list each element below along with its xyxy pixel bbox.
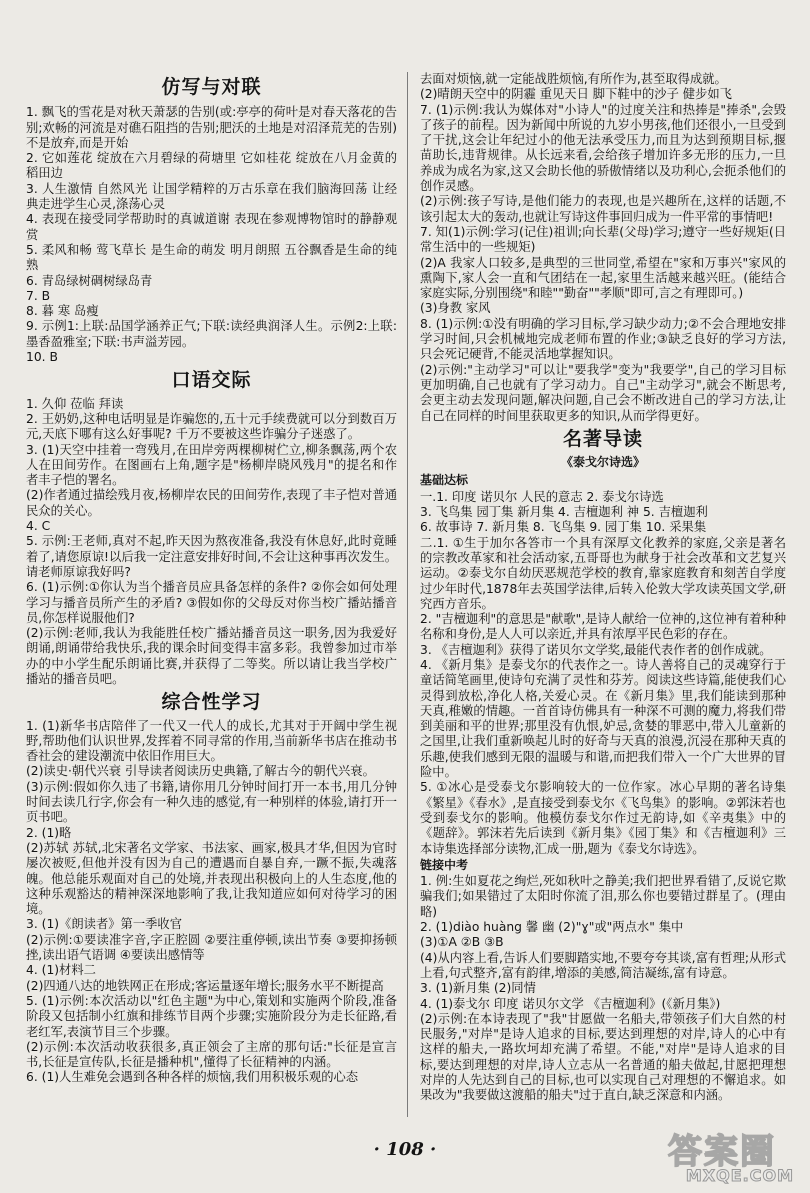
watermark-logo <box>660 1124 800 1188</box>
answer-item: (2)示例:"主动学习"可以让"要我学"变为"我要学",自己的学习目标更加明确,自己也就有了学习动力。自己"主动学习",就会不断思考,会更主动去发现问题,解决问题,自己会不断改进自己的学习方法,让自己在同样的时间里获取更多的知识,从而学得更好。 <box>420 362 786 423</box>
answer-item: 4. (1)材料二 <box>26 963 96 978</box>
section-subtitle: 《泰戈尔诗选》 <box>560 455 645 470</box>
section-title: 仿写与对联 <box>161 76 262 98</box>
answer-item: 5. 柔风和畅 莺飞草长 是生命的萌发 明月朗照 五谷飘香是生命的纯熟 <box>26 242 397 273</box>
answer-item: (2)示例:本次活动收获很多,真正领会了主席的那句话:"长征是宣言书,长征是宣传队,长征是播种机",懂得了长征精神的内涵。 <box>26 1039 397 1070</box>
sub-label: 链接中考 <box>420 857 469 872</box>
answer-item: 5. ①冰心是受泰戈尔影响较大的一位作家。冰心早期的著名诗集《繁星》《春水》,是直接受到泰戈尔《飞鸟集》的影响。②郭沫若也受到泰戈尔的影响。他模仿泰戈尔作过无韵诗,如《辛夷集》中的《题辞》。郭沫若先后读到《新月集》《园丁集》和《吉檀迦利》三本诗集选择部分读物,汇成一册,题为《泰戈尔诗选》。 <box>420 780 786 856</box>
answer-item: 8. (1)示例:①没有明确的学习目标,学习缺少动力;②不会合理地安排学习时间,只会机械地完成老师布置的作业;③缺乏良好的学习方法,只会死记硬背,不能灵活地掌握知识。 <box>420 316 786 362</box>
answer-item: 5. 示例:王老师,真对不起,昨天因为熬夜准备,我没有休息好,此时竟睡着了,请您原谅!以后我一定注意安排好时间,不会让这种事再次发生。请老师原谅我好吗? <box>26 534 397 579</box>
answer-item: (3)示例:假如你久违了书籍,请你用几分钟时间打开一本书,用几分钟时间去读几行字,你会有一种久违的感觉,有一种别样的体验,请打开一页书吧。 <box>26 779 397 825</box>
answer-item: (2)晴朗天空中的阴霾 重见天日 脚下鞋中的沙子 健步如飞 <box>420 87 732 102</box>
section-title: 综合性学习 <box>161 691 262 714</box>
answer-item: 5. (1)示例:本次活动以"红色主题"为中心,策划和实施两个阶段,准备阶段又包括制小红旗和排练节目两个步骤;实施阶段分为走长征路,看老红军,表演节目三个步骤。 <box>26 993 397 1039</box>
answer-item: 2. "吉檀迦利"的意思是"献歌",是诗人献给一位神的,这位神有着种种名称和身份,是人人可以亲近,并具有浓厚平民色彩的存在。 <box>420 612 786 642</box>
answer-item: 二.1. ①生于加尔各答市一个具有深厚文化教养的家庭,父亲是著名的宗教改革家和社会活动家,五哥哥也为献身于社会改革和文艺复兴运动。②泰戈尔自幼厌恶规范学校的教育,靠家庭教育和刻苦自学度过少年时代,1878年去英国学法律,后转入伦敦大学攻读英国文学,研究西方音乐。 <box>420 535 786 611</box>
column-divider <box>407 72 408 1117</box>
answer-item: 9. 示例1:上联:品国学涵养正气;下联:读经典润泽人生。示例2:上联:墨香盈雅室;下联:书声溢芳园。 <box>26 319 397 349</box>
answer-item: 1. 飘飞的雪花是对秋天萧瑟的告别(或:亭亭的荷叶是对春天落花的告别;欢畅的河流是对礁石阻挡的告别;肥沃的土地是对沼泽荒芜的告别) 不是放弃,而是开始 <box>26 105 397 150</box>
answer-item: 去面对烦恼,就一定能战胜烦恼,有所作为,甚至取得成就。 <box>420 72 727 86</box>
left-column <box>26 70 397 1132</box>
answer-item: (2)四通八达的地铁网正在形成;客运量逐年增长;服务水平不断提高 <box>26 978 384 993</box>
answer-item: 3. (1)《朗读者》第一季收官 <box>26 917 183 932</box>
answer-item: 6. 青岛绿树碉树绿岛青 <box>26 273 153 288</box>
answer-item: (2)示例:①要读准字音,字正腔圆 ②要注重停顿,读出节奏 ③要抑扬顿挫,读出语气语调 ④要读出感情等 <box>26 932 397 963</box>
right-column <box>420 72 786 1134</box>
answer-item: 10. B <box>26 350 58 365</box>
section-title: 口语交际 <box>171 369 252 392</box>
answer-item: 1. 久仰 莅临 拜读 <box>26 396 124 411</box>
answer-item: 4. C <box>26 519 51 534</box>
answer-item: 4. 《新月集》是泰戈尔的代表作之一。诗人善将自己的灵魂穿行于童话简笔画里,使诗句充满了灵性和芬芳。阅读这些诗篇,能使我们心灵得到放松,净化人格,关爱心灵。在《新月集》里,我们能读到那种天真,稚嫩的情趣。一首首诗仿佛具有一种深不可测的魔力,将我们带到美丽和平的世界;那里没有仇恨,妒忌,贪婪的罪恶中,带入儿童新的之国里,让我们重新唤起儿时的好奇与天真的浪漫,沉浸在那种天真的乐趣,使我们感到无限的温暖与和谐,而把我们带入一个广大世界的冒险中。 <box>420 657 786 780</box>
answer-item: 3. (1)新月集 (2)同情 <box>420 981 536 996</box>
answer-item: (3)①A ②B ③B <box>420 935 504 950</box>
watermark-main-text: 答案圈 <box>668 1132 776 1172</box>
answer-item: 4. 表现在接受同学帮助时的真诚道谢 表现在参观博物馆时的静静观赏 <box>26 212 397 242</box>
answer-item: 6. (1)示例:①你认为当个播音员应具备怎样的条件? ②你会如何处理学习与播音员所产生的矛盾? ③假如你的父母反对你当校广播站播音员,你怎样说服他们? <box>26 580 397 625</box>
answer-item: 8. 暮 寒 岛瘦 <box>26 304 99 319</box>
section-title: 名著导读 <box>562 427 643 450</box>
answer-item: (2)示例:在本诗表现了"我"甘愿做一名船夫,带领孩子们大自然的村民服务,"对岸"是诗人追求的目标,要达到理想的对岸,诗人的心中有这样的船夫,一路坎坷却充满了希望。不能,"对岸"是诗人追求的目标,要达到理想的对岸,诗人立志从一名普通的船夫做起,甘愿把理想对岸的人先达到自己的目标,也可以实现自己对理想的不懈追求。如果改为"我要做这渡船的船夫"过于直白,缺乏深意和内涵。 <box>420 1011 786 1103</box>
answer-item: 一.1. 印度 诺贝尔 人民的意志 2. 泰戈尔诗选 <box>420 489 664 504</box>
watermark-site-text: MXQE.COM <box>685 1166 794 1185</box>
answer-item: 2. (1)diào huàng 馨 幽 (2)"ɣ"或"两点水" 集中 <box>420 920 684 935</box>
answer-item: 1. 例:生如夏花之绚烂,死如秋叶之静美;我们把世界看错了,反说它欺骗我们;如果错过了太阳时你流了泪,那么你也要错过群星了。(理由略) <box>420 874 786 919</box>
answer-item: 4. (1)泰戈尔 印度 诺贝尔文学 《吉檀迦利》(《新月集》) <box>420 996 721 1011</box>
answer-item: (4)从内容上看,告诉人们要脚踏实地,不要夸夸其谈,富有哲理;从形式上看,句式整齐,富有韵律,增添的美感,简洁凝练,富有诗意。 <box>420 950 786 980</box>
answer-item: 7. (1)示例:我认为媒体对"小诗人"的过度关注和热捧是"捧杀",会毁了孩子的前程。因为新闻中所说的九岁小男孩,他们还很小,一旦受到了干扰,这会让年纪过小的他无法承受压力,而且为达到预期目标,揠苗助长,违背规律。从长远来看,会给孩子增加许多无形的压力,一旦养成为成名为家,这又会助长他的骄傲情绪以及功利心,会扼杀他们的创作灵感。 <box>420 102 786 194</box>
answer-item: 2. 王奶奶,这种电话明显是诈骗您的,五十元手续费就可以分到数百万元,天底下哪有这么好事呢? 千万不要被这些诈骗分子迷惑了。 <box>26 411 397 442</box>
answer-item: 7. 知(1)示例:学习(记住)祖训;向长辈(父母)学习;遵守一些好规矩(日常生活中的一些规矩) <box>420 224 786 255</box>
answer-item: (2)示例:孩子写诗,是他们能力的表现,也是兴趣所在,这样的话题,不该引起太大的轰动,也就让写诗这件事回归成为一件平常的事情吧! <box>420 194 786 224</box>
answer-item: 3. 飞鸟集 园丁集 新月集 4. 吉檀迦利 神 5. 吉檀迦利 <box>420 505 708 520</box>
answer-item: 6. 故事诗 7. 新月集 8. 飞鸟集 9. 园丁集 10. 采果集 <box>420 520 707 535</box>
answer-item: 2. 它如莲花 绽放在六月碧绿的荷塘里 它如桂花 绽放在八月金黄的稻田边 <box>26 151 397 181</box>
answer-item: 7. B <box>26 288 51 303</box>
answer-item: 2. (1)略 <box>26 825 72 840</box>
answer-item: 3. 人生激情 自然风光 让国学精粹的万古乐章在我们脑海回荡 让经典走进学生心灵,涤荡心灵 <box>26 181 397 212</box>
sub-label: 基础达标 <box>420 473 469 488</box>
answer-item: 6. (1)人生难免会遇到各种各样的烦恼,我们用积极乐观的心态 <box>26 1070 359 1085</box>
page-number: · 108 · <box>373 1139 437 1160</box>
answer-item: (2)苏轼 苏轼,北宋著名文学家、书法家、画家,极具才华,但因为官时屡次被贬,但他并没有因为自己的遭遇而自暴自弃,一蹶不振,失魂落魄。他总能乐观面对自己的处境,并表现出积极向上的人生态度,他的这种乐观豁达的精神深深地影响了我,让我知道应如何对待学习的困境。 <box>26 840 397 917</box>
answer-item: (2)作者通过描绘残月夜,杨柳岸农民的田间劳作,表现了丰子恺对普通民众的关心。 <box>26 488 397 518</box>
answer-item: 3. (1)天空中挂着一弯残月,在田岸旁两棵柳树伫立,柳条飘荡,两个农人在田间劳作。在图画右上角,题字是"杨柳岸晓风残月"的提名和作者丰子恺的署名。 <box>26 442 397 488</box>
answer-item: (2)A 我家人口较多,是典型的三世同堂,希望在"家和万事兴"家风的熏陶下,家人会一直和气团结在一起,家里生活越来越兴旺。(能结合家庭实际,分别围绕"和睦""勤奋""孝顺"即可,言之有理即可。) <box>420 255 786 301</box>
answer-item: (2)示例:老师,我认为我能胜任校广播站播音员这一职务,因为我爱好朗诵,朗诵带给我快乐,我的课余时间变得丰富多彩。我曾参加过市举办的中小学生配乐朗诵比赛,并获得了二等奖。所以请让我当学校广播站的播音员吧。 <box>26 626 397 686</box>
answer-item: (3)身教 家风 <box>420 301 491 316</box>
answer-item: 1. (1)新华书店陪伴了一代又一代人的成长,尤其对于开阔中学生视野,帮助他们认识世界,发挥着不同寻常的作用,当前新华书店在推动书香社会的建设潮流中依旧作用巨大。 <box>26 718 397 764</box>
answer-item: 3. 《吉檀迦利》获得了诺贝尔文学奖,最能代表作者的创作成就。 <box>420 642 772 657</box>
answer-item: (2)读史·朝代兴衰 引导读者阅读历史典籍,了解古今的朝代兴衰。 <box>26 764 375 779</box>
